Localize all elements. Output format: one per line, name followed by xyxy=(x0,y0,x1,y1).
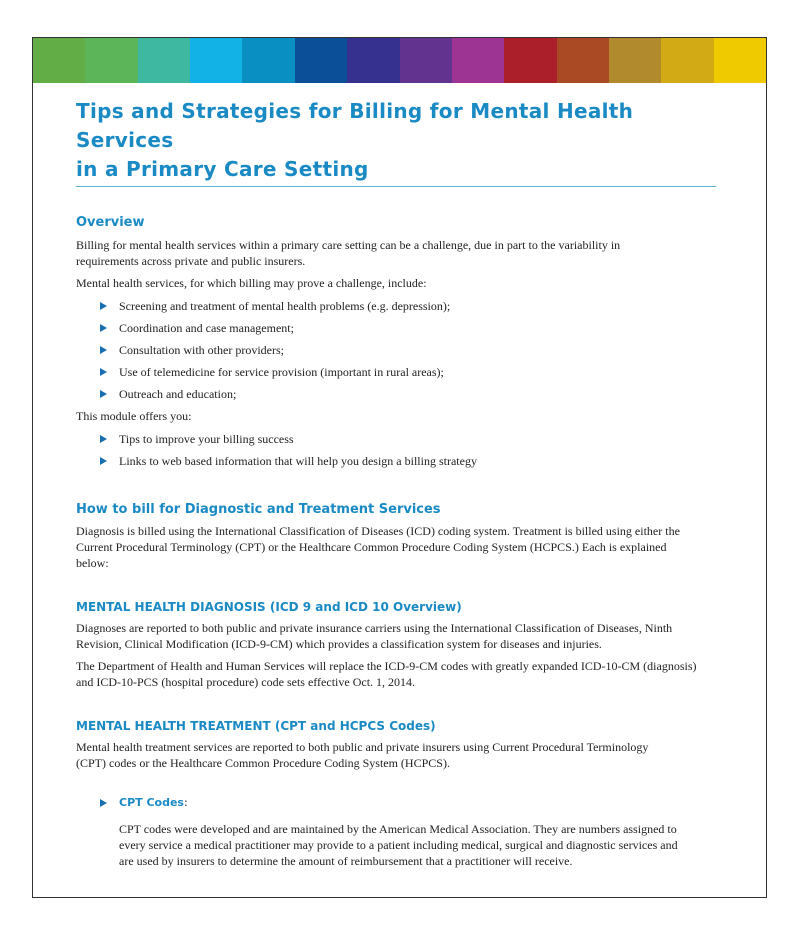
triangle-bullet-icon xyxy=(100,390,107,398)
color-swatch xyxy=(85,38,137,83)
triangle-bullet-icon xyxy=(100,346,107,354)
list-item: Use of telemedicine for service provision (important in rural areas); xyxy=(100,364,716,380)
list-item: Tips to improve your billing success xyxy=(100,431,716,447)
document-content xyxy=(76,97,716,869)
list-item: Links to web based information that will help you design a billing strategy xyxy=(100,453,716,469)
treatment-paragraph: Mental health treatment services are reported to both public and private insurers using Current Procedural Terminology (CPT) codes or the Healthcare Common Procedure Coding System (HCPCS). xyxy=(76,740,649,770)
color-swatch xyxy=(557,38,609,83)
how-to-bill-paragraph: Diagnosis is billed using the International Classification of Diseases (ICD) coding system. Treatment is billed using either the Current Procedural Terminology (CPT) or the Healthcare Common Procedure Coding System (HCPCS.) Each is explained below: xyxy=(76,524,680,570)
color-swatch xyxy=(242,38,294,83)
color-swatch xyxy=(609,38,661,83)
color-swatch xyxy=(138,38,190,83)
cpt-codes-description: CPT codes were developed and are maintained by the American Medical Association. They are numbers assigned to every service a medical practitioner may provide to a patient including medical, surgical and diagnostic services and are used by insurers to determine the amount of reimbursement that a practitioner will receive. xyxy=(119,822,678,868)
color-swatch xyxy=(347,38,399,83)
color-swatch xyxy=(661,38,713,83)
triangle-bullet-icon xyxy=(100,368,107,376)
list-item: Outreach and education; xyxy=(100,386,716,402)
treatment-heading: MENTAL HEALTH TREATMENT (CPT and HCPCS Codes) xyxy=(76,719,436,733)
cpt-codes-heading: CPT Codes: xyxy=(100,795,716,811)
page-title xyxy=(76,97,716,187)
color-swatch xyxy=(33,38,85,83)
document-page xyxy=(32,37,767,898)
list-item: Consultation with other providers; xyxy=(100,342,716,358)
color-swatch xyxy=(452,38,504,83)
title-line-1: Tips and Strategies for Billing for Mental Health Services xyxy=(76,99,634,152)
title-line-2: in a Primary Care Setting xyxy=(76,157,369,181)
triangle-bullet-icon xyxy=(100,799,107,807)
services-list xyxy=(76,298,716,402)
services-intro: Mental health services, for which billing may prove a challenge, include: xyxy=(76,276,427,290)
triangle-bullet-icon xyxy=(100,324,107,332)
cpt-codes-section xyxy=(76,795,716,869)
module-list xyxy=(76,431,716,469)
overview-paragraph: Billing for mental health services within a primary care setting can be a challenge, due in part to the variability in requirements across private and public insurers. xyxy=(76,238,621,268)
triangle-bullet-icon xyxy=(100,302,107,310)
color-swatch xyxy=(295,38,347,83)
list-item: Screening and treatment of mental health problems (e.g. depression); xyxy=(100,298,716,314)
triangle-bullet-icon xyxy=(100,457,107,465)
triangle-bullet-icon xyxy=(100,435,107,443)
color-swatch xyxy=(714,38,766,83)
color-swatch xyxy=(190,38,242,83)
module-intro: This module offers you: xyxy=(76,409,192,423)
overview-heading: Overview xyxy=(76,215,145,230)
diagnosis-paragraph-1: Diagnoses are reported to both public and private insurance carriers using the International Classification of Diseases, Ninth Revision, Clinical Modification (ICD-9-CM) which provides a classification system for diseases and injuries. xyxy=(76,621,673,651)
diagnosis-heading: MENTAL HEALTH DIAGNOSIS (ICD 9 and ICD 10 Overview) xyxy=(76,600,462,614)
how-to-bill-heading: How to bill for Diagnostic and Treatment Services xyxy=(76,502,441,517)
list-item: Coordination and case management; xyxy=(100,320,716,336)
color-banner xyxy=(33,37,766,83)
color-swatch xyxy=(400,38,452,83)
diagnosis-paragraph-2: The Department of Health and Human Services will replace the ICD-9-CM codes with greatly expanded ICD-10-CM (diagnosis) and ICD-10-PCS (hospital procedure) code sets effective Oct. 1, 2014. xyxy=(76,659,697,689)
color-swatch xyxy=(504,38,556,83)
